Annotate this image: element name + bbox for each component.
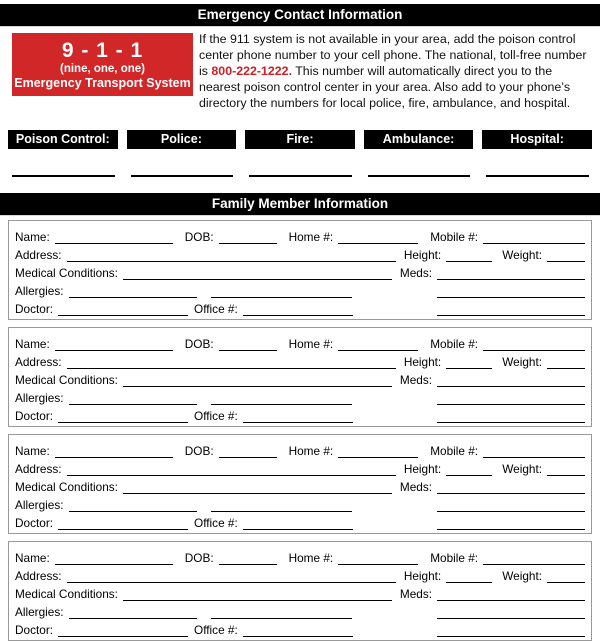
allergies-extra-line xyxy=(211,392,352,405)
ambulance-line xyxy=(368,175,471,177)
mobile-phone-line xyxy=(483,338,585,351)
mobile-phone-label: Mobile #: xyxy=(430,337,479,351)
family-member-box xyxy=(8,327,592,427)
medical-conditions-label: Medical Conditions: xyxy=(15,373,118,387)
address-line xyxy=(67,463,396,476)
office-phone-line xyxy=(243,410,353,423)
allergies-extra-line xyxy=(211,285,352,298)
member-row-name xyxy=(15,547,585,565)
weight-line xyxy=(547,463,585,476)
dob-label: DOB: xyxy=(184,444,214,458)
allergies-label: Allergies: xyxy=(15,391,64,405)
height-line xyxy=(446,356,492,369)
dob-line xyxy=(219,552,277,565)
meds-line xyxy=(437,267,585,280)
height-line xyxy=(446,249,492,262)
allergies-line xyxy=(69,285,197,298)
name-label: Name: xyxy=(15,230,50,244)
meds-label: Meds: xyxy=(399,373,432,387)
emergency-911-box xyxy=(12,33,193,96)
fire-label: Fire: xyxy=(245,130,355,149)
name-label: Name: xyxy=(15,337,50,351)
height-line xyxy=(446,463,492,476)
medical-conditions-label: Medical Conditions: xyxy=(15,480,118,494)
member-row-name xyxy=(15,440,585,458)
office-phone-label: Office #: xyxy=(194,516,238,530)
instructions-text-before: If the 911 system is not available in your area, add the poison control center phone number to your cell phone. The national, toll-free number is xyxy=(199,32,587,78)
member-row-allergies xyxy=(15,280,585,298)
mobile-phone-line xyxy=(483,552,585,565)
contact-col-fire xyxy=(245,130,355,177)
name-line xyxy=(55,445,173,458)
doctor-line xyxy=(58,517,188,530)
member-row-allergies xyxy=(15,601,585,619)
instructions-text-after: This number will automatically direct you to the nearest poison control center in your area. Also add to your phone’s directory the numbers for local police, fire, ambulance, and hospital. xyxy=(199,64,571,110)
weight-line xyxy=(547,570,585,583)
member-row-allergies xyxy=(15,387,585,405)
meds-extra-line-1 xyxy=(437,285,585,298)
doctor-label: Doctor: xyxy=(15,516,54,530)
home-phone-line xyxy=(338,445,418,458)
meds-label: Meds: xyxy=(399,266,432,280)
home-phone-line xyxy=(338,552,418,565)
member-row-doctor xyxy=(15,298,585,316)
doctor-line xyxy=(58,624,188,637)
name-line xyxy=(55,338,173,351)
member-row-doctor xyxy=(15,405,585,423)
height-label: Height: xyxy=(403,248,442,262)
weight-label: Weight: xyxy=(502,569,542,583)
address-label: Address: xyxy=(15,355,62,369)
poison-control-instructions xyxy=(193,31,592,111)
allergies-label: Allergies: xyxy=(15,284,64,298)
member-row-address xyxy=(15,244,585,262)
home-phone-line xyxy=(338,338,418,351)
meds-extra-line-1 xyxy=(437,392,585,405)
member-row-doctor xyxy=(15,619,585,637)
poison-phone-number: 800-222-1222. xyxy=(211,64,293,78)
ambulance-label: Ambulance: xyxy=(364,130,474,149)
member-row-address xyxy=(15,458,585,476)
meds-line xyxy=(437,588,585,601)
family-member-box xyxy=(8,541,592,641)
name-label: Name: xyxy=(15,444,50,458)
office-phone-label: Office #: xyxy=(194,302,238,316)
emergency-number-words: (nine, one, one) xyxy=(60,62,145,75)
meds-extra-line-1 xyxy=(437,606,585,619)
fire-line xyxy=(249,175,352,177)
hospital-line xyxy=(486,175,589,177)
name-label: Name: xyxy=(15,551,50,565)
dob-label: DOB: xyxy=(184,551,214,565)
doctor-label: Doctor: xyxy=(15,623,54,637)
mobile-phone-label: Mobile #: xyxy=(430,230,479,244)
home-phone-line xyxy=(338,231,418,244)
police-label: Police: xyxy=(127,130,237,149)
home-phone-label: Home #: xyxy=(288,551,334,565)
medical-conditions-line xyxy=(123,588,392,601)
address-label: Address: xyxy=(15,462,62,476)
poison-control-label: Poison Control: xyxy=(8,130,118,149)
medical-conditions-label: Medical Conditions: xyxy=(15,587,118,601)
member-row-medical xyxy=(15,583,585,601)
height-line xyxy=(446,570,492,583)
dob-line xyxy=(219,445,277,458)
police-line xyxy=(131,175,234,177)
family-member-box xyxy=(8,434,592,534)
emergency-number: 9 - 1 - 1 xyxy=(61,39,144,63)
page-title: Emergency Contact Information xyxy=(0,4,600,27)
address-line xyxy=(67,570,396,583)
doctor-label: Doctor: xyxy=(15,302,54,316)
meds-label: Meds: xyxy=(399,480,432,494)
emergency-transport-label: Emergency Transport System xyxy=(14,75,191,90)
allergies-line xyxy=(69,392,197,405)
office-phone-line xyxy=(243,517,353,530)
allergies-line xyxy=(69,606,197,619)
member-row-medical xyxy=(15,369,585,387)
family-member-list xyxy=(8,220,592,641)
family-member-box xyxy=(8,220,592,320)
office-phone-label: Office #: xyxy=(194,623,238,637)
height-label: Height: xyxy=(403,462,442,476)
meds-extra-line-2 xyxy=(437,517,585,530)
mobile-phone-line xyxy=(483,231,585,244)
allergies-label: Allergies: xyxy=(15,498,64,512)
allergies-extra-line xyxy=(211,499,352,512)
member-row-address xyxy=(15,565,585,583)
hospital-label: Hospital: xyxy=(482,130,592,149)
mobile-phone-label: Mobile #: xyxy=(430,551,479,565)
height-label: Height: xyxy=(403,355,442,369)
meds-extra-line-2 xyxy=(437,624,585,637)
home-phone-label: Home #: xyxy=(288,230,334,244)
weight-label: Weight: xyxy=(502,462,542,476)
emergency-intro-section xyxy=(12,33,592,111)
member-row-medical xyxy=(15,262,585,280)
allergies-extra-line xyxy=(211,606,352,619)
meds-line xyxy=(437,374,585,387)
weight-line xyxy=(547,356,585,369)
weight-label: Weight: xyxy=(502,248,542,262)
contact-col-hospital xyxy=(482,130,592,177)
family-section-title: Family Member Information xyxy=(0,193,600,216)
dob-line xyxy=(219,231,277,244)
doctor-line xyxy=(58,410,188,423)
allergies-label: Allergies: xyxy=(15,605,64,619)
member-row-address xyxy=(15,351,585,369)
member-row-doctor xyxy=(15,512,585,530)
meds-label: Meds: xyxy=(399,587,432,601)
medical-conditions-line xyxy=(123,267,392,280)
weight-line xyxy=(547,249,585,262)
member-row-name xyxy=(15,226,585,244)
contact-col-poison-control xyxy=(8,130,118,177)
member-row-name xyxy=(15,333,585,351)
dob-label: DOB: xyxy=(184,230,214,244)
medical-conditions-line xyxy=(123,481,392,494)
medical-conditions-line xyxy=(123,374,392,387)
address-label: Address: xyxy=(15,248,62,262)
mobile-phone-line xyxy=(483,445,585,458)
home-phone-label: Home #: xyxy=(288,444,334,458)
height-label: Height: xyxy=(403,569,442,583)
dob-line xyxy=(219,338,277,351)
allergies-line xyxy=(69,499,197,512)
office-phone-label: Office #: xyxy=(194,409,238,423)
contact-col-ambulance xyxy=(364,130,474,177)
mobile-phone-label: Mobile #: xyxy=(430,444,479,458)
office-phone-line xyxy=(243,303,353,316)
office-phone-line xyxy=(243,624,353,637)
emergency-contacts-row xyxy=(8,130,592,177)
name-line xyxy=(55,552,173,565)
name-line xyxy=(55,231,173,244)
home-phone-label: Home #: xyxy=(288,337,334,351)
meds-extra-line-2 xyxy=(437,410,585,423)
address-line xyxy=(67,249,396,262)
member-row-medical xyxy=(15,476,585,494)
meds-extra-line-1 xyxy=(437,499,585,512)
meds-line xyxy=(437,481,585,494)
poison-control-line xyxy=(12,175,115,177)
member-row-allergies xyxy=(15,494,585,512)
address-label: Address: xyxy=(15,569,62,583)
weight-label: Weight: xyxy=(502,355,542,369)
contact-col-police xyxy=(127,130,237,177)
doctor-line xyxy=(58,303,188,316)
meds-extra-line-2 xyxy=(437,303,585,316)
address-line xyxy=(67,356,396,369)
dob-label: DOB: xyxy=(184,337,214,351)
doctor-label: Doctor: xyxy=(15,409,54,423)
medical-conditions-label: Medical Conditions: xyxy=(15,266,118,280)
